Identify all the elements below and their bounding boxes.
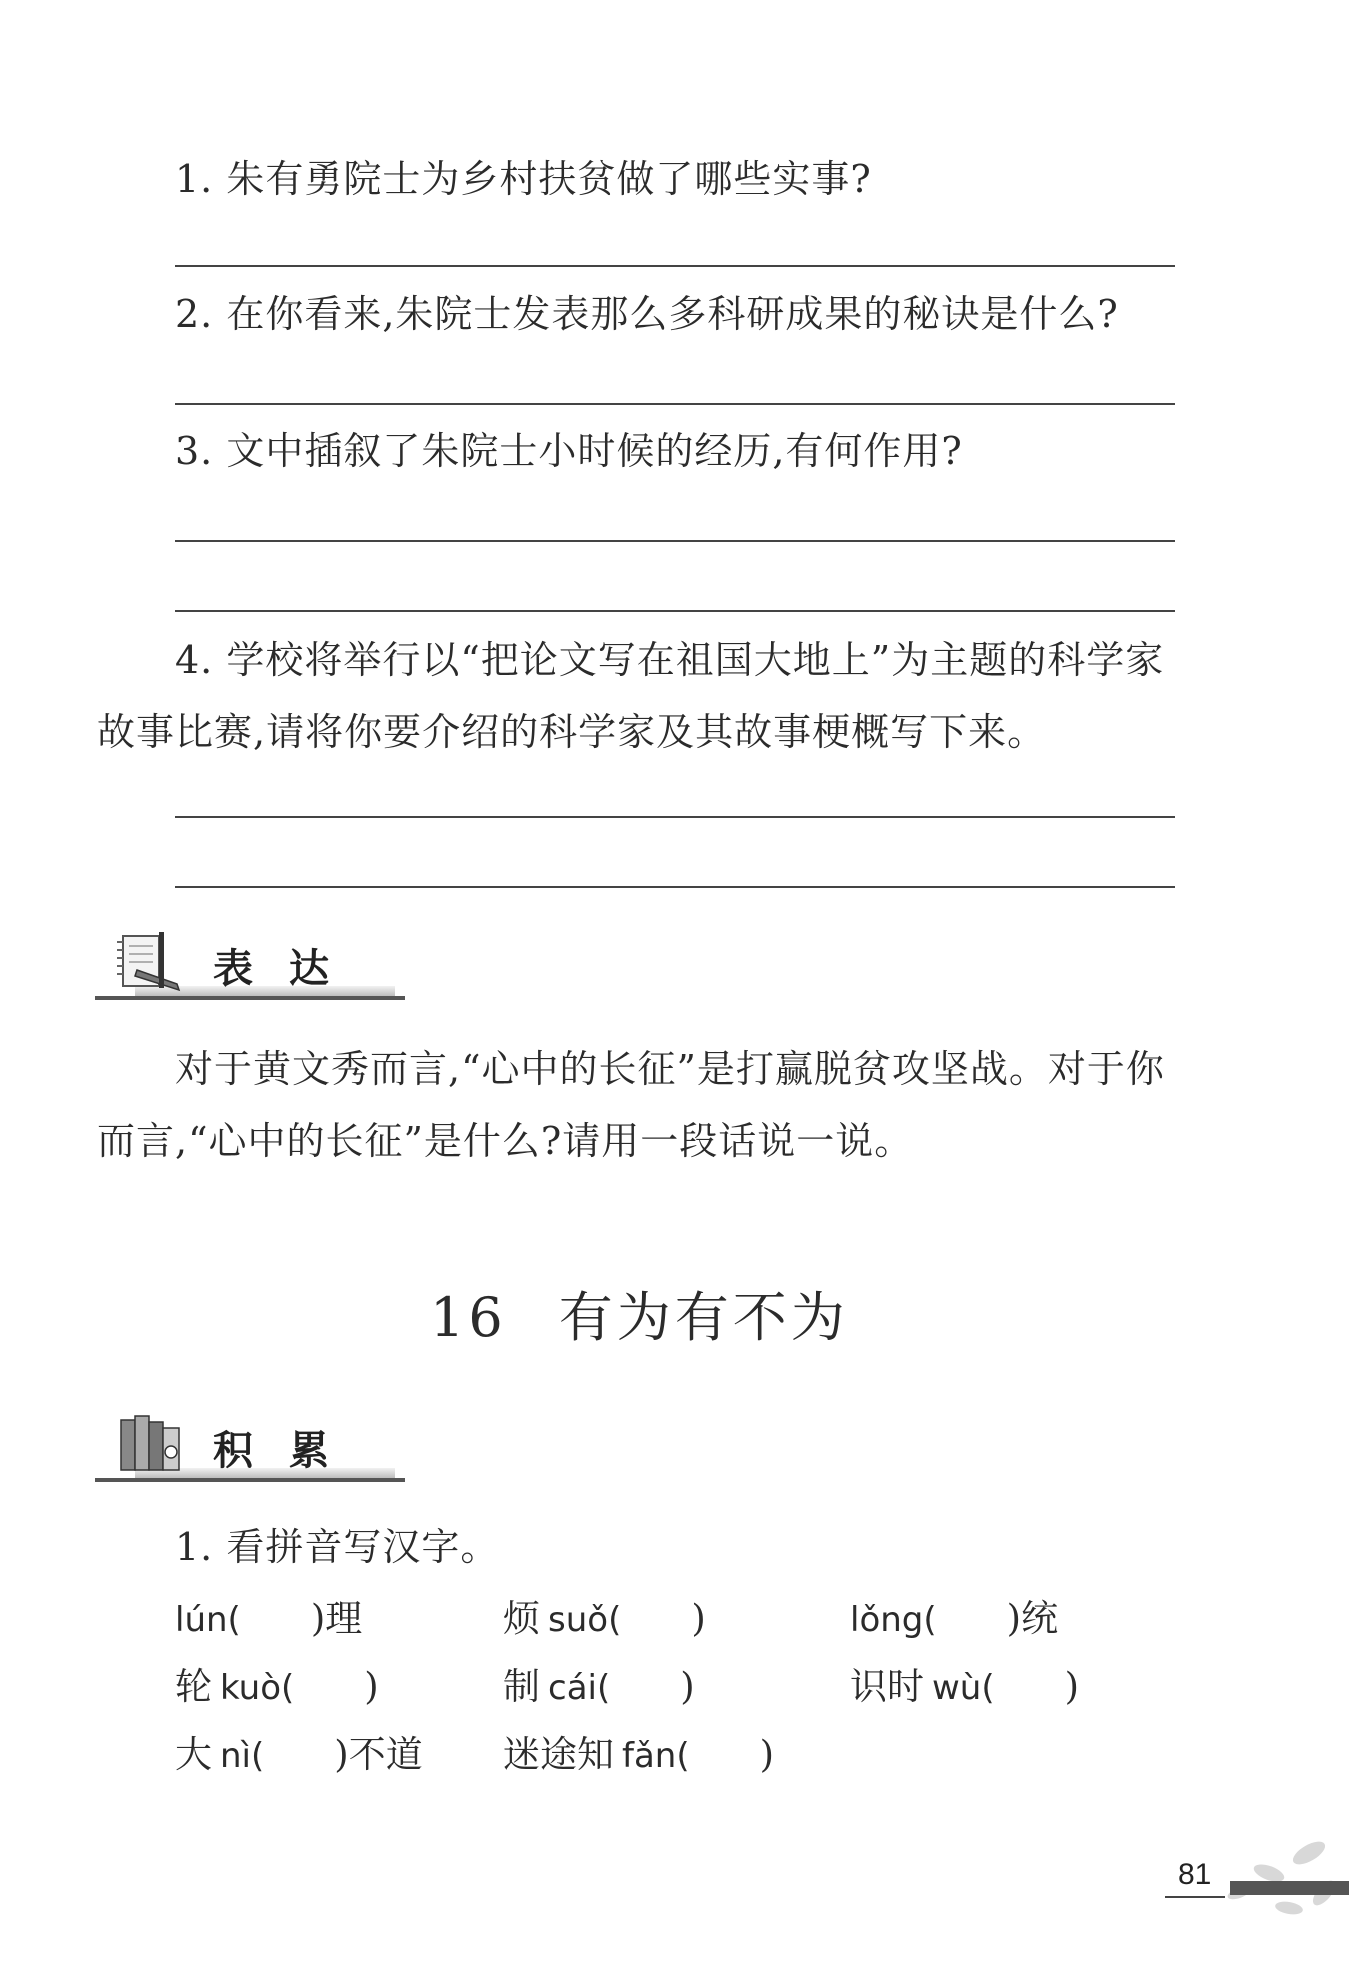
pinyin-item-suffix: ) (364, 1665, 379, 1708)
pinyin-text: fǎn( (622, 1736, 690, 1776)
pinyin-item (175, 1731, 423, 1780)
pinyin-item (850, 1663, 1079, 1712)
pinyin-text: suǒ( (548, 1600, 622, 1640)
leaf-decoration-icon (1199, 1813, 1349, 1983)
pinyin-item-suffix: ) (759, 1733, 775, 1776)
header-underline (95, 996, 405, 1000)
pinyin-item-prefix: 识时 (850, 1665, 924, 1708)
section-header-accumulation (95, 1412, 405, 1482)
answer-line (175, 610, 1175, 612)
section-title: 表达 (213, 945, 365, 992)
pinyin-text: nì( (220, 1736, 265, 1776)
notebook-pencil-icon (115, 930, 195, 994)
question-4: 4. 学校将举行以“把论文写在祖国大地上”为主题的科学家故事比赛,请将你要介绍的科学家及其故事梗概写下来。 (97, 638, 1165, 754)
pinyin-item (175, 1663, 379, 1712)
pinyin-item-prefix: 烦 (503, 1597, 540, 1640)
answer-line (175, 816, 1175, 818)
pinyin-item (503, 1663, 695, 1712)
pinyin-item (850, 1595, 1058, 1644)
pinyin-text: wù( (932, 1668, 995, 1708)
header-underline (95, 1478, 405, 1482)
pinyin-text: lún( (175, 1600, 241, 1640)
pinyin-item-suffix: ) (691, 1597, 706, 1640)
pinyin-item-suffix: )不道 (334, 1733, 423, 1776)
pinyin-item-suffix: ) (680, 1665, 695, 1708)
answer-line (175, 403, 1175, 405)
pinyin-item-suffix: )统 (1006, 1597, 1059, 1640)
section-title: 积累 (213, 1427, 365, 1474)
lesson-number: 16 (430, 1286, 507, 1349)
question-2: 2. 在你看来,朱院士发表那么多科研成果的秘诀是什么? (175, 292, 1119, 336)
answer-line (175, 265, 1175, 267)
pinyin-item-suffix: ) (1064, 1665, 1080, 1708)
pinyin-item-prefix: 轮 (175, 1665, 212, 1708)
pinyin-item (503, 1731, 774, 1780)
lesson-name: 有为有不为 (558, 1286, 849, 1349)
pinyin-item (503, 1595, 706, 1644)
pinyin-item-prefix: 大 (175, 1733, 212, 1776)
pinyin-item-prefix: 迷途知 (503, 1733, 614, 1776)
pinyin-item-suffix: )理 (310, 1597, 363, 1640)
pinyin-item-prefix: 制 (503, 1665, 540, 1708)
section-header-expression (95, 930, 405, 1000)
pinyin-text: kuò( (220, 1668, 295, 1708)
pinyin-item (175, 1595, 362, 1644)
question-3: 3. 文中插叙了朱院士小时候的经历,有何作用? (175, 429, 963, 473)
page-corner-bar (1230, 1881, 1349, 1895)
answer-line (175, 540, 1175, 542)
pinyin-text: lǒng( (850, 1600, 937, 1640)
books-icon (115, 1412, 195, 1476)
pinyin-instruction: 1. 看拼音写汉字。 (175, 1525, 500, 1569)
lesson-title (430, 1275, 849, 1352)
expression-prompt: 对于黄文秀而言,“心中的长征”是打赢脱贫攻坚战。对于你而言,“心中的长征”是什么?请用一段话说一说。 (97, 1047, 1165, 1163)
page-number-underline (1165, 1896, 1225, 1898)
page-number: 81 (1178, 1858, 1212, 1891)
pinyin-text: cái( (548, 1668, 611, 1708)
answer-line (175, 886, 1175, 888)
question-1: 1. 朱有勇院士为乡村扶贫做了哪些实事? (175, 157, 872, 201)
